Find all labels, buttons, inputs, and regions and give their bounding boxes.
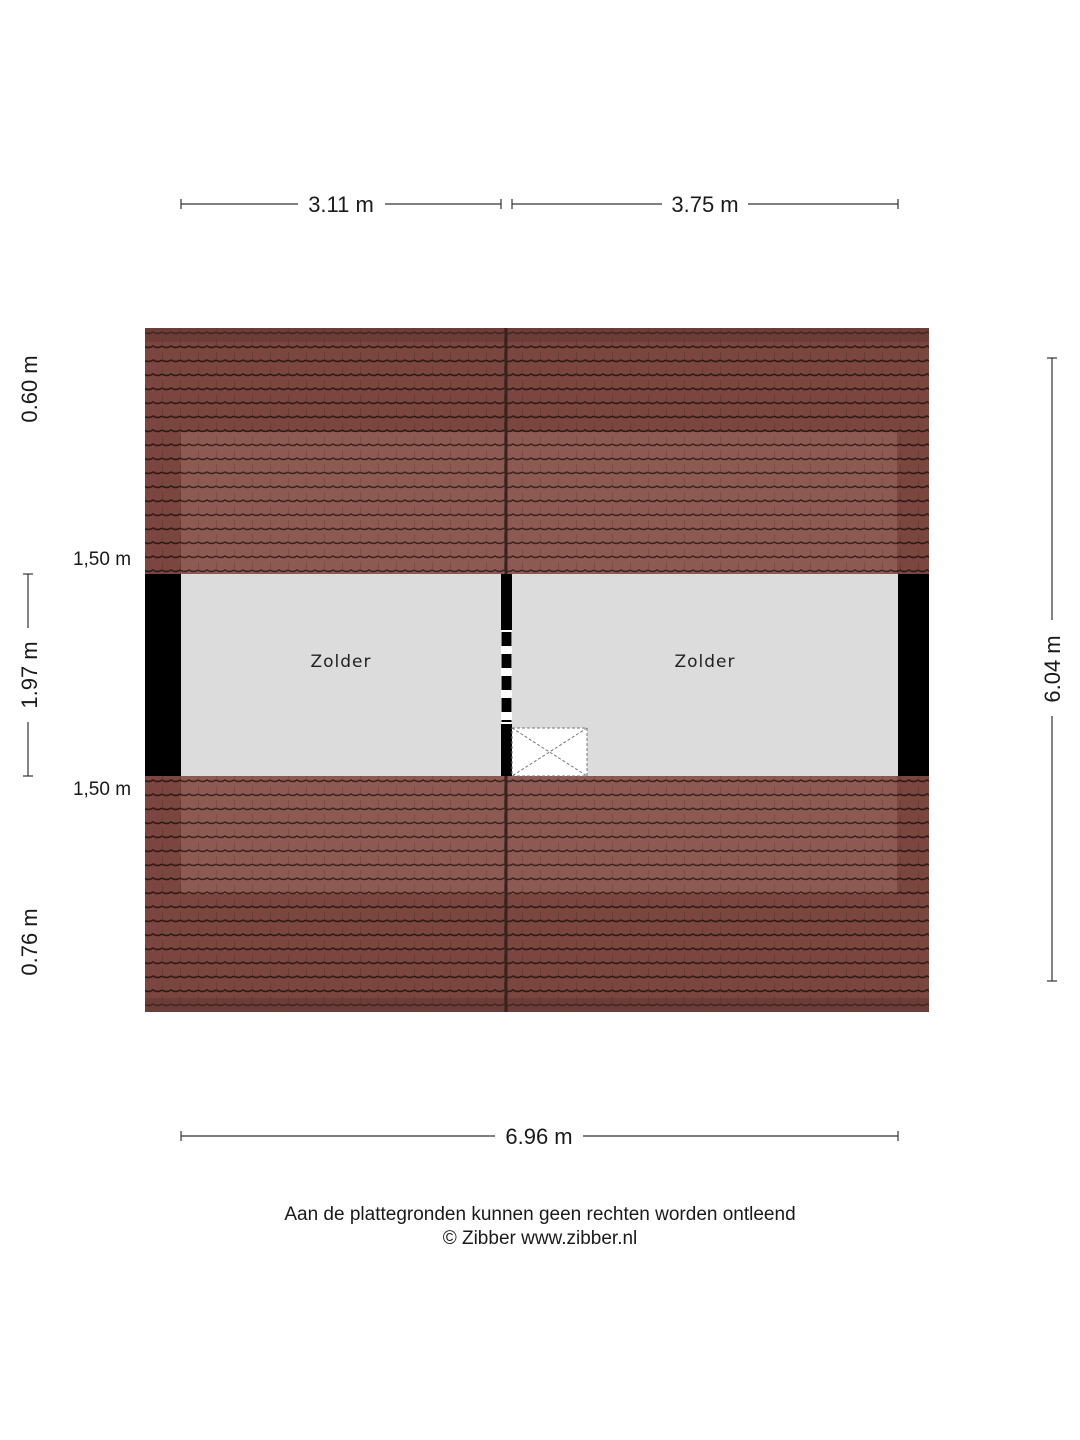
wall-left xyxy=(145,574,181,776)
height-upper-label: 1,50 m xyxy=(72,549,132,570)
height-lower-label: 1,50 m xyxy=(72,779,132,800)
room-label-right: Zolder xyxy=(674,652,736,672)
dimension-left-middle xyxy=(17,574,42,776)
dimension-bottom-total-label: 6.96 m xyxy=(505,1124,573,1149)
dimension-top-right xyxy=(512,192,898,217)
dimension-left-bottom-label: 0.76 m xyxy=(17,908,42,976)
wall-divider-bottom xyxy=(501,724,512,776)
footer-copyright: © Zibber www.zibber.nl xyxy=(442,1228,638,1249)
dimension-left-middle-label: 1.97 m xyxy=(17,641,42,709)
wall-right xyxy=(898,574,929,776)
roof-upper-slope xyxy=(145,328,929,574)
room-label-left: Zolder xyxy=(310,652,372,672)
roof-lower-slope xyxy=(145,776,929,1012)
room-left-floor xyxy=(181,574,501,776)
dimension-left-top-label: 0.60 m xyxy=(17,355,42,423)
dimension-right-total xyxy=(1040,358,1065,981)
dimension-right-total-label: 6.04 m xyxy=(1040,635,1065,703)
door-opening xyxy=(501,630,512,724)
wall-divider-top xyxy=(501,574,512,630)
stair-hatch-icon xyxy=(512,728,587,776)
dimension-top-left-label: 3.11 m xyxy=(308,192,374,217)
dimension-top-left xyxy=(181,192,501,217)
footer-disclaimer: Aan de plattegronden kunnen geen rechten worden ontleend xyxy=(284,1204,796,1225)
dimension-bottom-total xyxy=(181,1124,898,1149)
dimension-top-right-label: 3.75 m xyxy=(671,192,739,217)
